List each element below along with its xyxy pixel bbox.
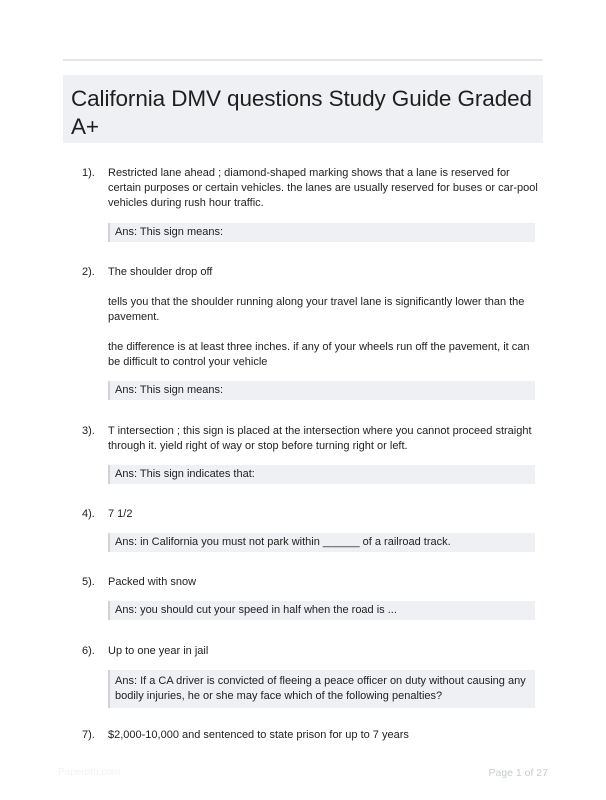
question-text bbox=[108, 166, 538, 226]
answer-box: Ans: If a CA driver is convicted of fleeing a peace officer on duty without causing any bodily injuries, he or she may face which of the following penalties? bbox=[108, 670, 535, 708]
answer-box: Ans: in California you must not park within ______ of a railroad track. bbox=[108, 533, 535, 552]
question-paragraph: tells you that the shoulder running along your travel lane is significantly lower than the pavement. bbox=[108, 296, 525, 323]
question-paragraph: $2,000-10,000 and sentenced to state prison for up to 7 years bbox=[108, 729, 409, 741]
question-number: 5). bbox=[82, 576, 95, 588]
question-paragraph: Restricted lane ahead ; diamond-shaped marking shows that a lane is reserved for certain purposes or certain vehicles. the lanes are usually reserved for buses or car-pool vehicles during rush hour traffic. bbox=[108, 167, 538, 209]
answer-box: Ans: you should cut your speed in half when the road is ... bbox=[108, 601, 535, 620]
footer-watermark: Paperbtb.com bbox=[58, 767, 121, 778]
question-number: 2). bbox=[82, 266, 95, 278]
question-paragraph: 7 1/2 bbox=[108, 508, 133, 520]
page-indicator: Page 1 of 27 bbox=[488, 767, 548, 779]
question-paragraph: The shoulder drop off bbox=[108, 266, 213, 278]
top-divider bbox=[63, 59, 543, 61]
question-number: 7). bbox=[82, 729, 95, 741]
question-number: 4). bbox=[82, 508, 95, 520]
answer-box: Ans: This sign indicates that: bbox=[108, 465, 535, 484]
question-paragraph: the difference is at least three inches. if any of your wheels run off the pavement, it can be difficult to control your vehicle bbox=[108, 341, 530, 368]
question-text bbox=[108, 728, 538, 758]
title-banner bbox=[63, 75, 543, 143]
question-number: 3). bbox=[82, 425, 95, 437]
question-number: 6). bbox=[82, 645, 95, 657]
question-text bbox=[108, 424, 538, 469]
answer-box: Ans: This sign means: bbox=[108, 223, 535, 242]
answer-box: Ans: This sign means: bbox=[108, 381, 535, 400]
question-text bbox=[108, 265, 538, 385]
question-paragraph: Up to one year in jail bbox=[108, 645, 209, 657]
question-number: 1). bbox=[82, 167, 95, 179]
question-paragraph: Packed with snow bbox=[108, 576, 197, 588]
document-title: California DMV questions Study Guide Graded A+ bbox=[71, 86, 532, 139]
question-paragraph: T intersection ; this sign is placed at the intersection where you cannot proceed straight through it. yield right of way or stop before turning right or left. bbox=[108, 425, 532, 452]
